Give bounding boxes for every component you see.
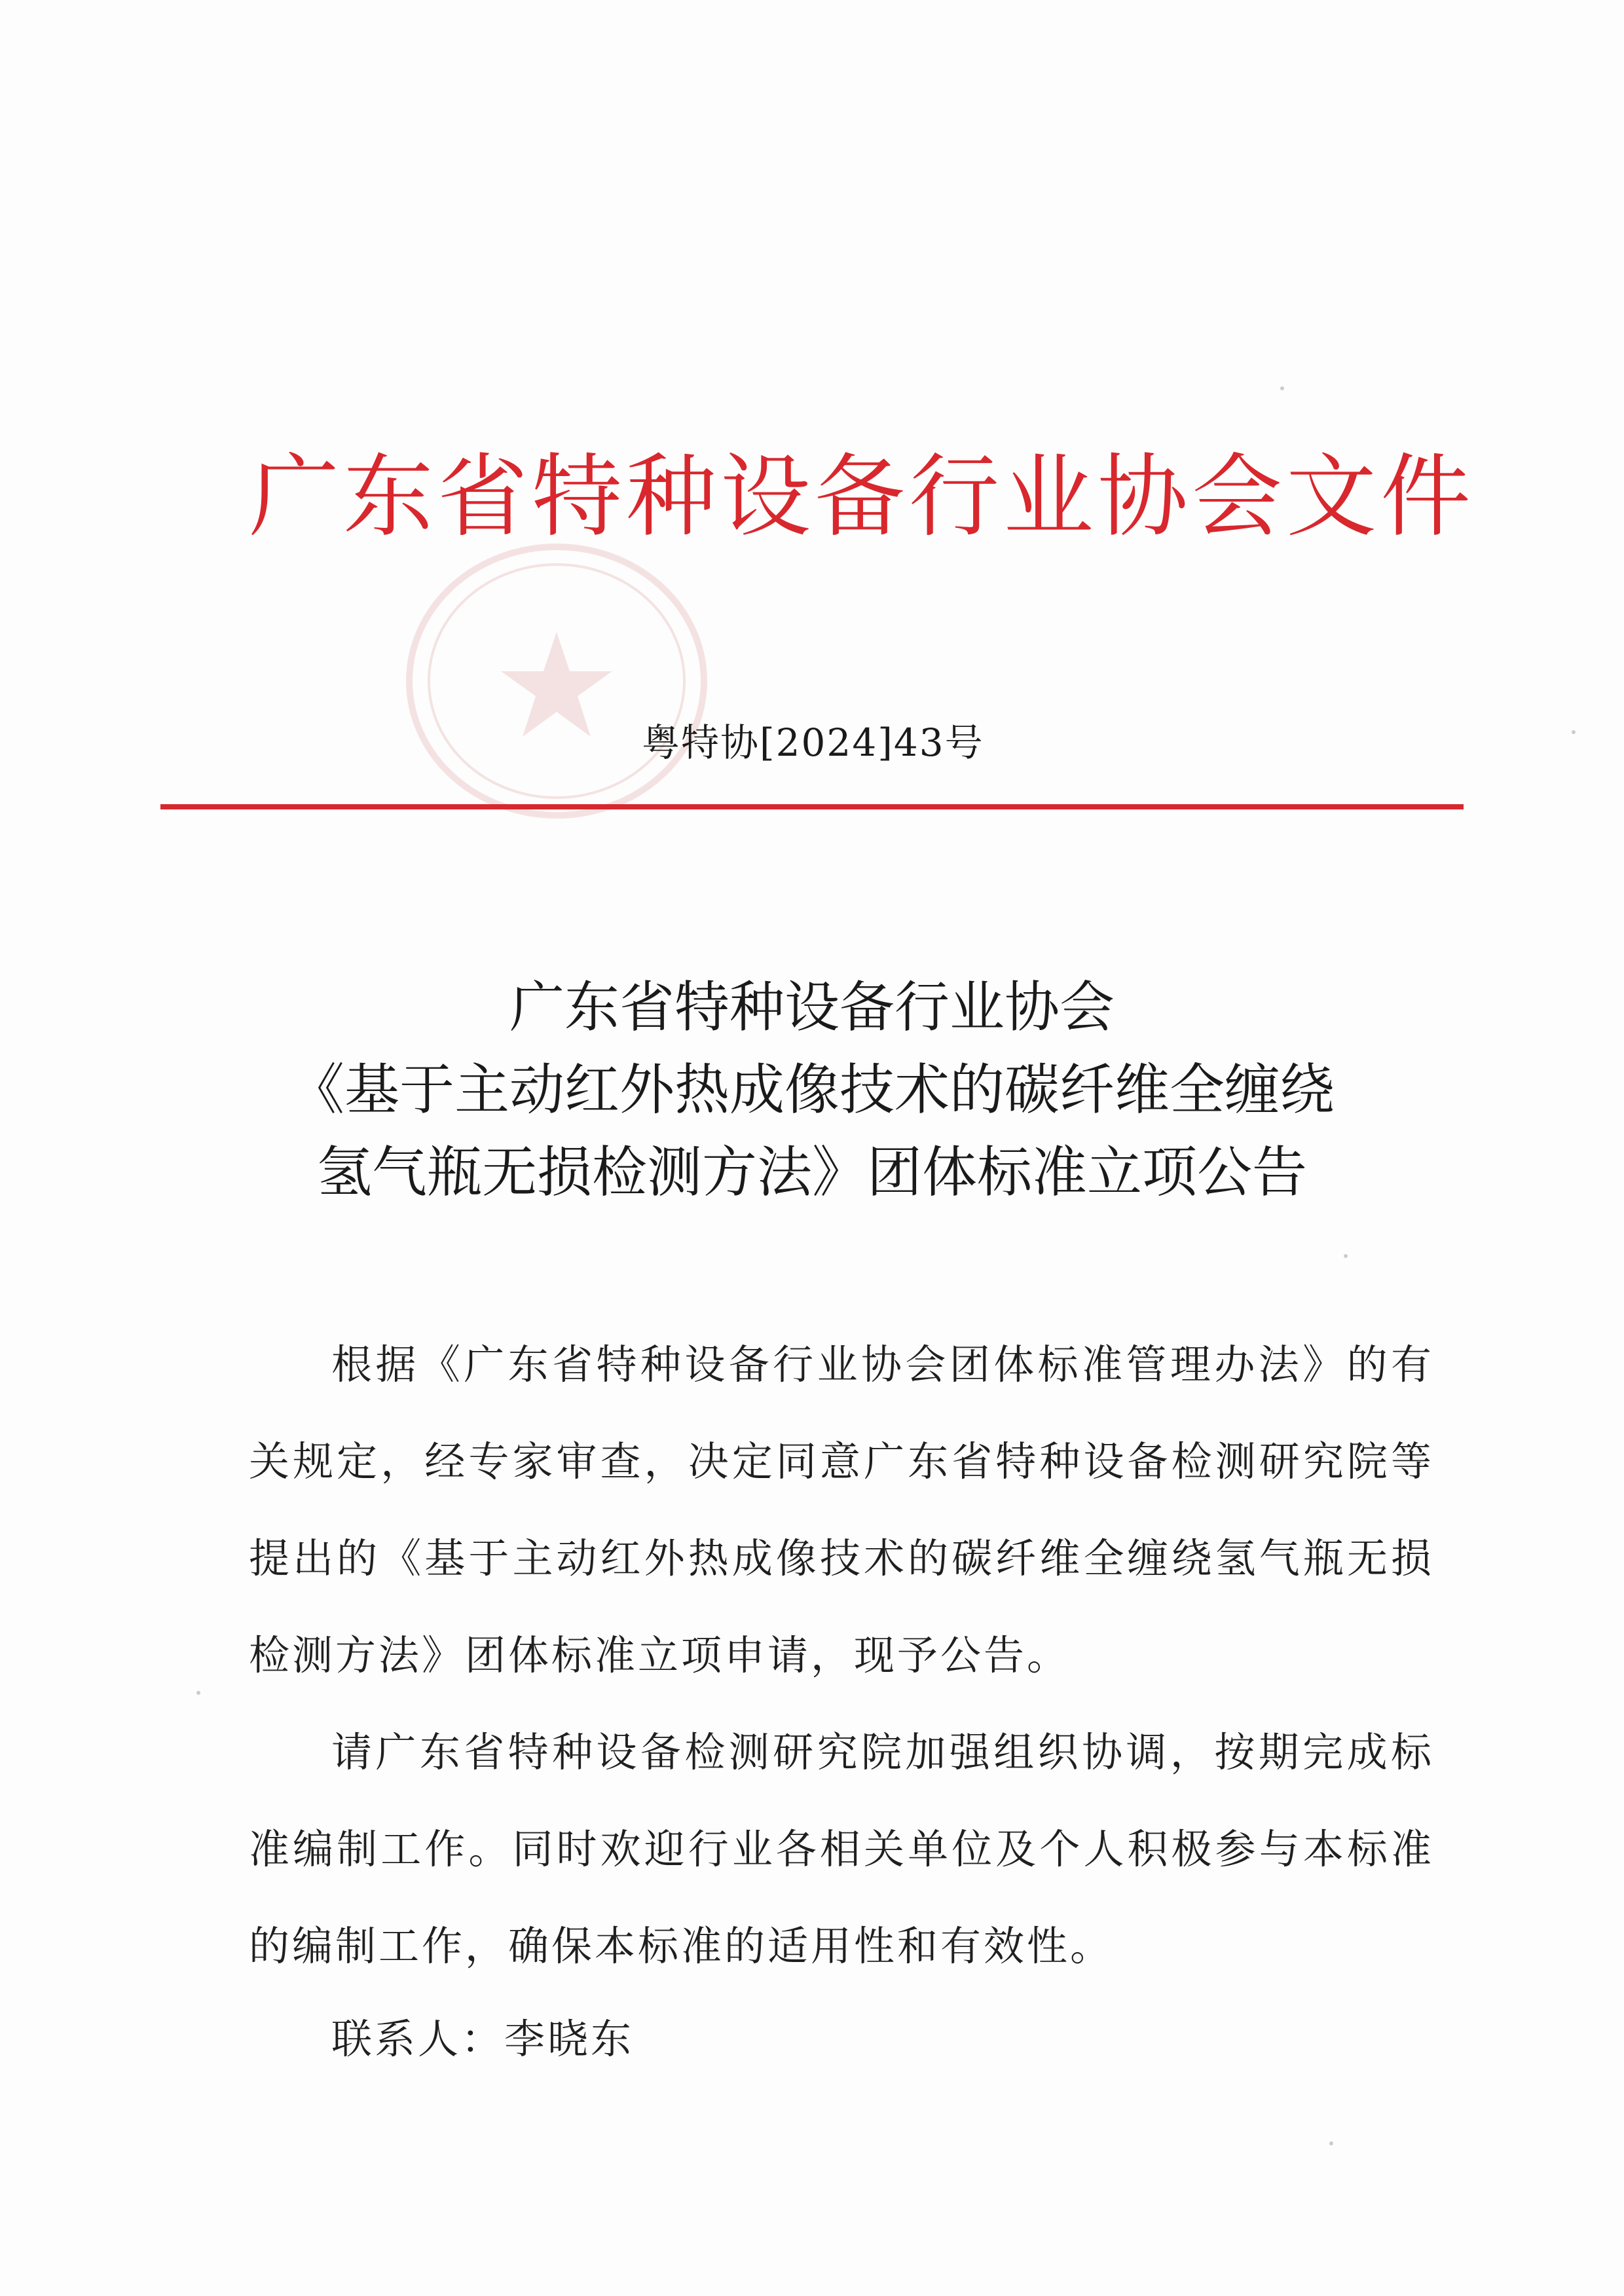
notice-title-line: 广东省特种设备行业协会: [509, 975, 1115, 1039]
notice-title: [157, 966, 1467, 1213]
body-paragraph: 请广东省特种设备检测研究院加强组织协调，按期完成标准编制工作。同时欢迎行业各相关单位及个人积极参与本标准的编制工作，确保本标准的适用性和有效性。: [249, 1728, 1434, 1970]
notice-title-line: 氢气瓶无损检测方法》团体标准立项公告: [316, 1140, 1307, 1204]
contact-person: 联系人：李晓东: [331, 2015, 635, 2063]
red-divider-line: [160, 804, 1464, 809]
scan-speck: [1280, 386, 1284, 390]
scan-speck: [1344, 1254, 1348, 1258]
notice-title-line: 《基于主动红外热成像技术的碳纤维全缠绕: [289, 1058, 1335, 1122]
scan-speck: [1572, 730, 1576, 734]
scan-speck: [196, 1691, 200, 1695]
issuer-title: 广东省特种设备行业协会文件: [249, 444, 1475, 549]
scan-speck: [1329, 2141, 1333, 2145]
notice-body: [249, 1316, 1434, 1995]
document-number: 粤特协[2024]43号: [642, 720, 984, 765]
seal-stamp: [393, 534, 720, 828]
body-paragraph: 根据《广东省特种设备行业协会团体标准管理办法》的有关规定，经专家审查，决定同意广东省特种设备检测研究院等提出的《基于主动红外热成像技术的碳纤维全缠绕氢气瓶无损检测方法》团体标准立项申请，现予公告。: [249, 1341, 1434, 1679]
